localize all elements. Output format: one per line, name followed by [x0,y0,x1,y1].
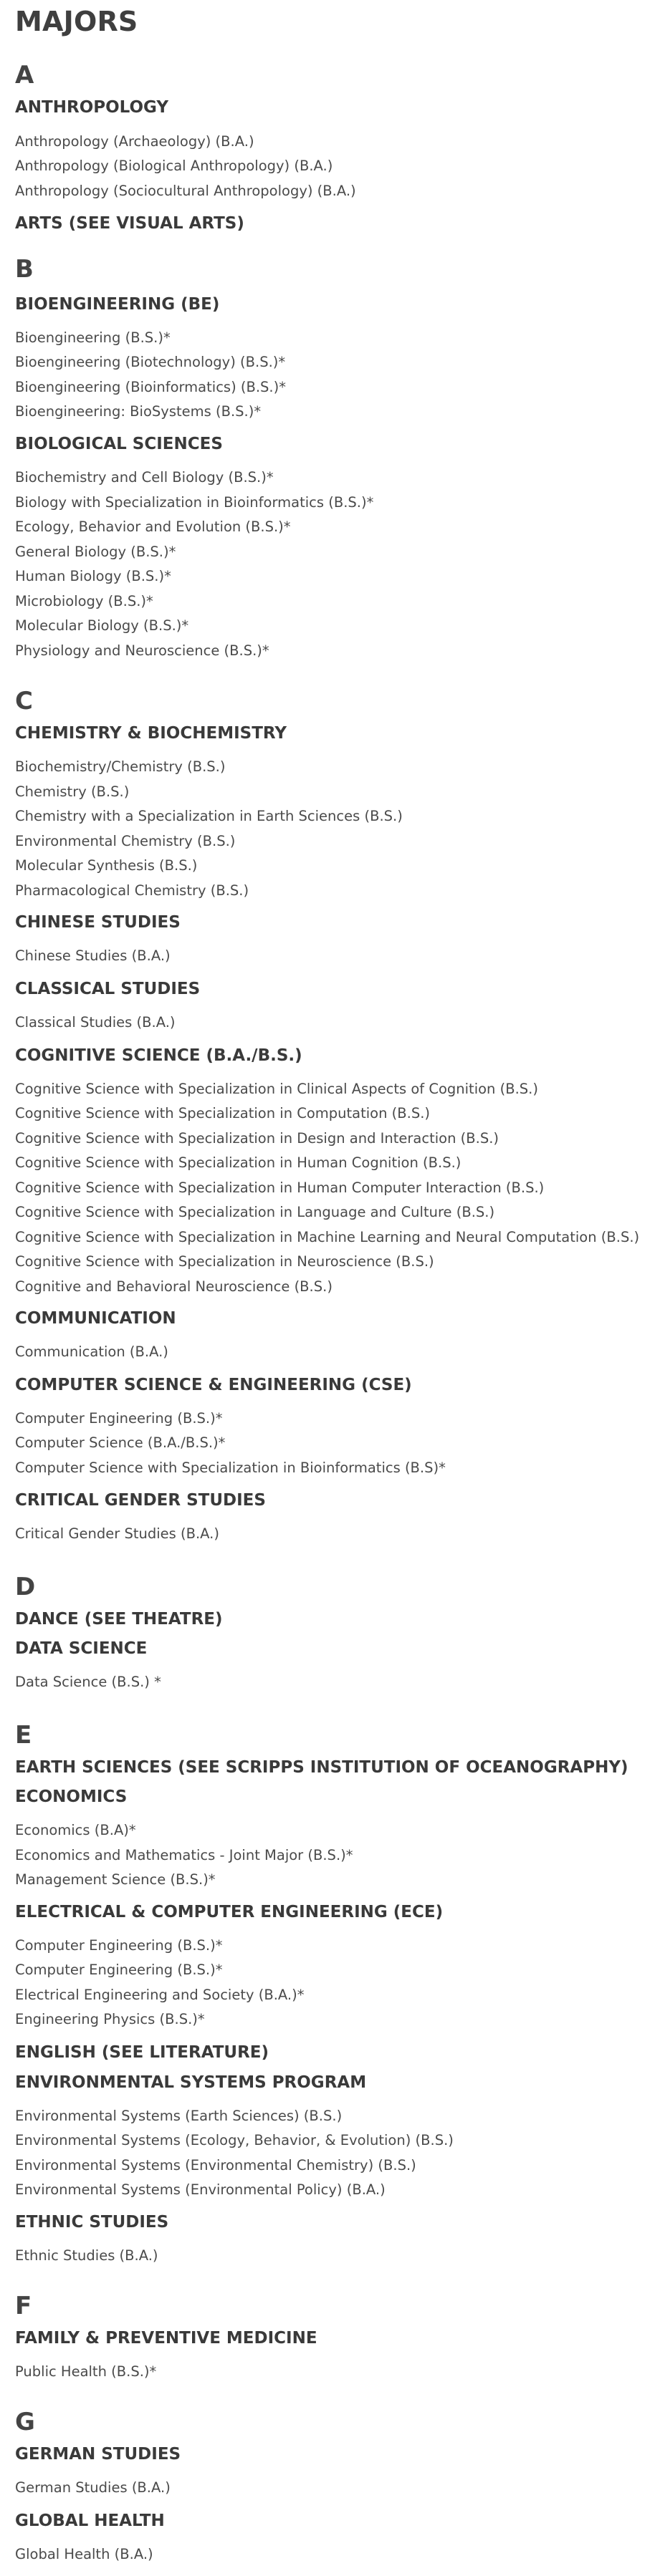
dept-heading-biological-sciences: BIOLOGICAL SCIENCES [15,435,223,453]
major-item: Ethnic Studies (B.A.) [15,2247,158,2264]
major-item: Management Science (B.S.)* [15,1871,216,1888]
major-item: Human Biology (B.S.)* [15,568,171,584]
major-item: Cognitive Science with Specialization in Human Computer Interaction (B.S.) [15,1180,545,1196]
major-item: Global Health (B.A.) [15,2546,153,2562]
section-letter-d: D [15,1573,36,1601]
section-letter-g: G [15,2408,35,2436]
major-item: Data Science (B.S.) * [15,1674,161,1690]
dept-heading-german-studies: GERMAN STUDIES [15,2445,181,2464]
major-item: Computer Engineering (B.S.)* [15,1962,223,1978]
major-item: Bioengineering (Bioinformatics) (B.S.)* [15,379,286,395]
major-item: Cognitive Science with Specialization in Neuroscience (B.S.) [15,1253,434,1270]
dept-heading-arts: ARTS (SEE VISUAL ARTS) [15,214,244,233]
major-item: Cognitive Science with Specialization in Language and Culture (B.S.) [15,1204,495,1220]
major-item: Critical Gender Studies (B.A.) [15,1525,219,1542]
dept-heading-environmental-systems: ENVIRONMENTAL SYSTEMS PROGRAM [15,2073,367,2092]
section-letter-a: A [15,61,34,90]
major-item: Environmental Systems (Environmental Policy) (B.A.) [15,2181,386,2198]
major-item: Computer Engineering (B.S.)* [15,1937,223,1954]
major-item: Communication (B.A.) [15,1344,168,1360]
dept-heading-economics: ECONOMICS [15,1788,128,1806]
major-item: Engineering Physics (B.S.)* [15,2011,205,2027]
dept-heading-chinese-studies: CHINESE STUDIES [15,913,181,932]
major-item: Ecology, Behavior and Evolution (B.S.)* [15,518,291,535]
major-item: Chemistry (B.S.) [15,783,130,800]
major-item: Environmental Systems (Earth Sciences) (B.S.) [15,2108,343,2124]
major-item: Cognitive Science with Specialization in Design and Interaction (B.S.) [15,1130,499,1147]
major-item: Microbiology (B.S.)* [15,593,153,609]
dept-heading-communication: COMMUNICATION [15,1309,176,1328]
major-item: Bioengineering: BioSystems (B.S.)* [15,403,262,420]
section-letter-c: C [15,687,33,715]
major-item: Environmental Systems (Environmental Chemistry) (B.S.) [15,2157,416,2174]
major-item: Cognitive and Behavioral Neuroscience (B.S.) [15,1278,333,1295]
dept-heading-global-health: GLOBAL HEALTH [15,2512,165,2530]
dept-heading-dance: DANCE (SEE THEATRE) [15,1610,223,1629]
dept-heading-critical-gender-studies: CRITICAL GENDER STUDIES [15,1491,266,1510]
major-item: Computer Science with Specialization in Bioinformatics (B.S)* [15,1460,446,1476]
dept-heading-ethnic-studies: ETHNIC STUDIES [15,2213,169,2232]
major-item: Physiology and Neuroscience (B.S.)* [15,642,269,659]
dept-heading-classical-studies: CLASSICAL STUDIES [15,980,201,998]
major-item: Molecular Biology (B.S.)* [15,617,189,634]
major-item: General Biology (B.S.)* [15,544,176,560]
dept-heading-cognitive-science: COGNITIVE SCIENCE (B.A./B.S.) [15,1046,302,1065]
dept-heading-data-science: DATA SCIENCE [15,1639,148,1658]
major-item: Cognitive Science with Specialization in Machine Learning and Neural Computation (B.S.) [15,1229,640,1245]
dept-heading-ece: ELECTRICAL & COMPUTER ENGINEERING (ECE) [15,1903,444,1921]
major-item: Cognitive Science with Specialization in Clinical Aspects of Cognition (B.S.) [15,1081,538,1097]
major-item: Cognitive Science with Specialization in Human Cognition (B.S.) [15,1154,461,1171]
dept-heading-earth-sciences: EARTH SCIENCES (SEE SCRIPPS INSTITUTION OF OCEANOGRAPHY) [15,1758,628,1777]
section-letter-f: F [15,2292,32,2320]
major-item: Public Health (B.S.)* [15,2363,157,2380]
section-letter-e: E [15,1721,32,1750]
dept-heading-cse: COMPUTER SCIENCE & ENGINEERING (CSE) [15,1376,412,1394]
major-item: Economics and Mathematics - Joint Major (B.S.)* [15,1847,353,1863]
major-item: Pharmacological Chemistry (B.S.) [15,882,249,899]
dept-heading-family-preventive-medicine: FAMILY & PREVENTIVE MEDICINE [15,2329,317,2348]
major-item: Environmental Systems (Ecology, Behavior, & Evolution) (B.S.) [15,2132,454,2148]
major-item: Computer Science (B.A./B.S.)* [15,1434,226,1451]
major-item: Biology with Specialization in Bioinformatics (B.S.)* [15,494,374,511]
major-item: Classical Studies (B.A.) [15,1014,176,1031]
major-item: Electrical Engineering and Society (B.A.)* [15,1987,305,2003]
section-letter-b: B [15,255,34,284]
page-title: MAJORS [15,6,138,37]
major-item: German Studies (B.A.) [15,2479,171,2496]
dept-heading-anthropology: ANTHROPOLOGY [15,98,169,117]
major-item: Environmental Chemistry (B.S.) [15,833,236,849]
major-item: Biochemistry/Chemistry (B.S.) [15,758,226,775]
major-item: Cognitive Science with Specialization in Computation (B.S.) [15,1105,431,1121]
dept-heading-english: ENGLISH (SEE LITERATURE) [15,2043,269,2062]
major-item: Economics (B.A)* [15,1822,136,1838]
dept-heading-chemistry: CHEMISTRY & BIOCHEMISTRY [15,724,287,743]
dept-heading-bioengineering: BIOENGINEERING (BE) [15,295,220,314]
major-item: Anthropology (Biological Anthropology) (B.A.) [15,158,333,174]
major-item: Anthropology (Sociocultural Anthropology) (B.A.) [15,183,356,199]
major-item: Computer Engineering (B.S.)* [15,1410,223,1427]
major-item: Bioengineering (Biotechnology) (B.S.)* [15,354,286,370]
major-item: Chinese Studies (B.A.) [15,947,171,964]
major-item: Chemistry with a Specialization in Earth Sciences (B.S.) [15,808,403,824]
major-item: Anthropology (Archaeology) (B.A.) [15,133,254,150]
major-item: Molecular Synthesis (B.S.) [15,857,198,874]
major-item: Bioengineering (B.S.)* [15,329,171,346]
major-item: Biochemistry and Cell Biology (B.S.)* [15,469,274,486]
